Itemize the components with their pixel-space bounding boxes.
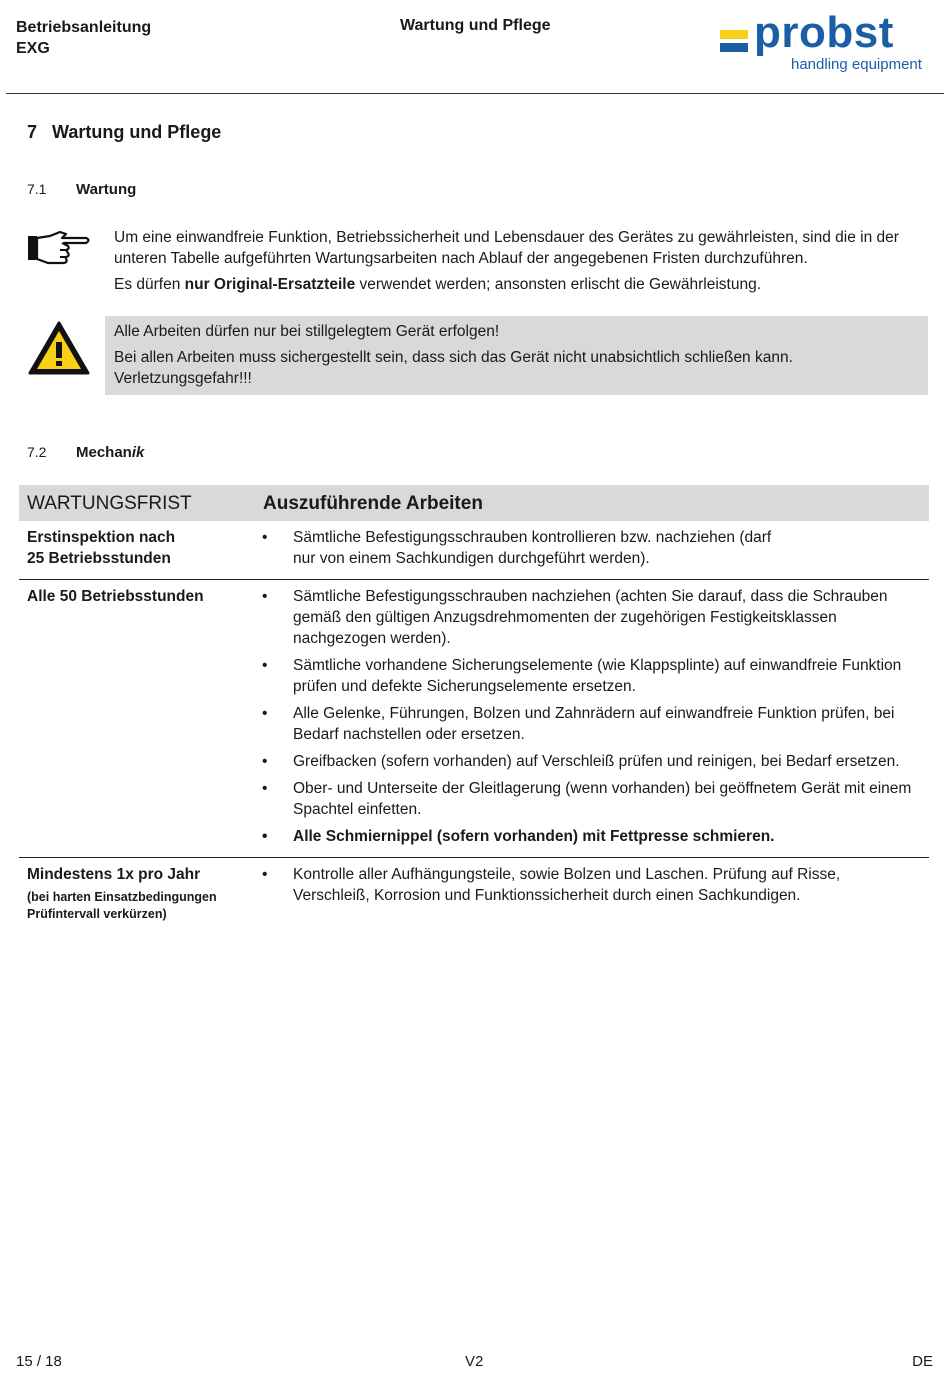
column-header-interval: WARTUNGSFRIST [19, 485, 245, 521]
task-item: • Alle Schmiernippel (sofern vorhanden) mit Fettpresse schmieren. [253, 826, 921, 847]
maintenance-intro-paragraph: Um eine einwandfreie Funktion, Betriebssicherheit und Lebensdauer des Gerätes zu gewährleisten, sind die in der unteren Tabelle aufgeführten Wartungsarbeiten nach Ablauf der angegebenen Fristen durchzuführen. [114, 229, 899, 267]
interval-cell [19, 521, 245, 580]
task-item: • Sämtliche Befestigungsschrauben kontrollieren bzw. nachziehen (darf nur von einem Sachkundigen durchgeführt werden). [253, 527, 921, 569]
table-row [19, 580, 929, 858]
interval-label: Erstinspektion nach [27, 529, 176, 546]
spare-parts-text: Es dürfen [114, 276, 185, 293]
header-product: EXG [16, 40, 50, 57]
section-title: Wartung [76, 181, 137, 198]
tasks-cell [245, 858, 929, 928]
interval-label-line2: 25 Betriebsstunden [27, 550, 171, 567]
probst-logo [720, 8, 932, 78]
interval-cell [19, 580, 245, 858]
warning-box [105, 316, 928, 395]
interval-cell [19, 858, 245, 928]
header-doc-info [16, 17, 151, 59]
tasks-cell [245, 580, 929, 858]
footer-language: DE [912, 1353, 933, 1370]
maintenance-table [19, 485, 929, 927]
task-item: • Alle Gelenke, Führungen, Bolzen und Zahnrädern auf einwandfreie Funktion prüfen, bei Bedarf nachstellen oder ersetzen. [253, 703, 921, 745]
chapter-number: 7 [27, 122, 38, 142]
table-header-row [19, 485, 929, 521]
task-item: • Greifbacken (sofern vorhanden) auf Verschleiß prüfen und reinigen, bei Bedarf ersetzen. [253, 751, 921, 772]
header-divider [6, 93, 944, 94]
warning-line-2: Bei allen Arbeiten muss sichergestellt sein, dass sich das Gerät nicht unabsichtlich schließen kann. Verletzungsgefahr!!! [114, 349, 793, 387]
table-row [19, 858, 929, 928]
chapter-heading [27, 122, 221, 143]
footer-version: V2 [465, 1353, 484, 1370]
section-number: 7.1 [27, 181, 47, 197]
maintenance-intro [114, 227, 924, 295]
logo-blue-bar [720, 43, 748, 52]
logo-brand-text: probst [754, 8, 894, 57]
tasks-cell [245, 521, 929, 580]
interval-label: Alle 50 Betriebsstunden [27, 588, 204, 605]
spare-parts-text-end: verwendet werden; ansonsten erlischt die Gewährleistung. [355, 276, 762, 293]
section-number: 7.2 [27, 444, 47, 460]
section-heading-mechanik [27, 444, 144, 461]
table-row [19, 521, 929, 580]
interval-note: (bei harten Einsatzbedingungen Prüfintervall verkürzen) [27, 890, 217, 921]
spare-parts-note [114, 274, 924, 295]
header-section-title: Wartung und Pflege [400, 17, 551, 34]
task-item: • Sämtliche vorhandene Sicherungselemente (wie Klappsplinte) auf einwandfreie Funktion prüfen und defekte Sicherungselemente ersetzen. [253, 655, 921, 697]
logo-yellow-bar [720, 30, 748, 39]
section-title-italic: ik [131, 444, 145, 461]
chapter-title: Wartung und Pflege [52, 122, 222, 142]
task-item: • Sämtliche Befestigungsschrauben nachziehen (achten Sie darauf, dass die Schrauben gemäß den gültigen Anzugsdrehmomenten der zugehörigen Festigkeitsklassen nachgezogen werden). [253, 586, 921, 649]
column-header-tasks: Auszuführende Arbeiten [245, 485, 929, 521]
task-item: • Ober- und Unterseite der Gleitlagerung (wenn vorhanden) bei geöffnetem Gerät mit einem Spachtel einfetten. [253, 778, 921, 820]
warning-text [114, 321, 914, 389]
footer-page-number: 15 / 18 [16, 1353, 62, 1370]
header-doc-type: Betriebsanleitung [16, 19, 152, 36]
section-title-part: Mechan [76, 444, 132, 461]
warning-line-1: Alle Arbeiten dürfen nur bei stillgelegtem Gerät erfolgen! [114, 323, 500, 340]
logo-tagline: handling equipment [791, 56, 922, 73]
section-heading-wartung [27, 181, 136, 198]
section-title [76, 444, 144, 461]
warning-triangle-icon [27, 320, 91, 376]
task-item: • Kontrolle aller Aufhängungsteile, sowie Bolzen und Laschen. Prüfung auf Risse, Verschleiß, Korrosion und Funktionssicherheit durch einen Sachkundigen. [253, 864, 921, 906]
spare-parts-emphasis: nur Original-Ersatzteile [184, 276, 356, 293]
pointing-hand-icon [26, 228, 92, 268]
interval-label: Mindestens 1x pro Jahr [27, 866, 201, 883]
